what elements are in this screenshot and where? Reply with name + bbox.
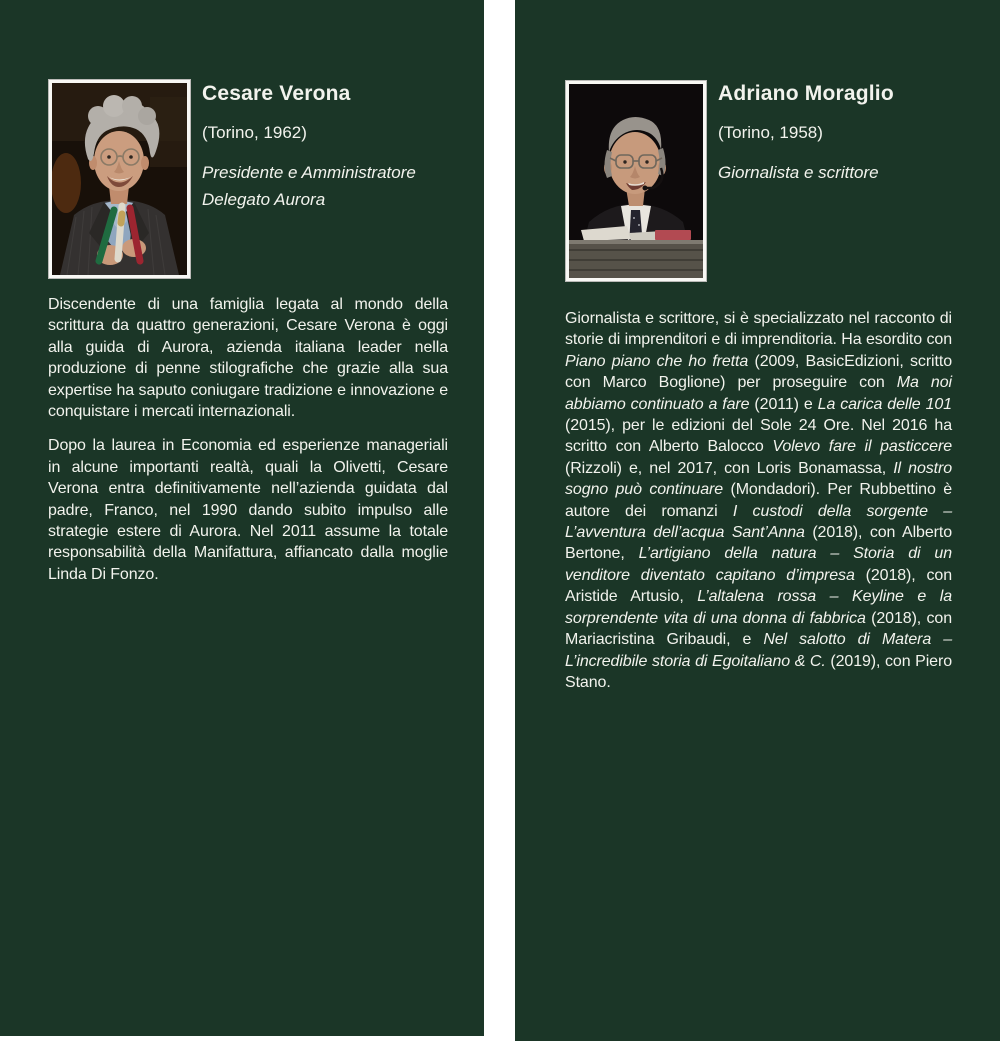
- author-header: [718, 83, 894, 186]
- flap-cesare-verona: [0, 0, 484, 1036]
- author-name: Cesare Verona: [202, 82, 351, 105]
- author-birthplace: (Torino, 1958): [718, 123, 823, 142]
- bio-paragraph: Discendente di una famiglia legata al mondo della scrittura da quattro generazioni, Cesare Verona è oggi alla guida di Aurora, azienda italiana leader nella produzione di penne stilografiche che grazie alla sua expertise ha saputo coniugare tradizione e innovazione e conquistare i mercati internazionali.: [48, 296, 448, 421]
- author-role-line: Giornalista e scrittore: [718, 163, 879, 182]
- portrait-illustration: [52, 83, 187, 275]
- author-role: [202, 159, 416, 213]
- author-birthplace: (Torino, 1962): [202, 123, 307, 142]
- cesare-verona-photo: [48, 79, 191, 279]
- author-role-line: Presidente e Amministratore: [202, 163, 416, 182]
- author-role-line: Delegato Aurora: [202, 190, 326, 209]
- author-bio: [565, 308, 952, 706]
- author-name: Adriano Moraglio: [718, 82, 894, 105]
- author-header: [202, 83, 416, 213]
- author-bio: [48, 294, 448, 598]
- bio-paragraph: Giornalista e scrittore, si è specializzato nel racconto di storie di imprenditori e di imprenditoria. Ha esordito con Piano piano che ho fretta (2009, BasicEdizioni, scritto con Marco Boglione) per proseguire con Ma noi abbiamo continuato a fare (2011) e La carica delle 101 (2015), per le edizioni del Sole 24 Ore. Nel 2016 ha scritto con Alberto Balocco Volevo fare il pasticcere (Rizzoli) e, nel 2017, con Loris Bonamassa, Il nostro sogno può continuare (Mondadori). Per Rubbettino è autore dei romanzi I custodi della sorgente – L’avventura dell’acqua Sant’Anna (2018), con Alberto Bertone, L’artigiano della natura – Storia di un venditore diventato capitano d’impresa (2018), con Aristide Artusio, L’altalena rossa – Keyline e la sorprendente vita di una donna di fabbrica (2018), con Mariacristina Gribaudi, e Nel salotto di Matera – L’incredibile storia di Egoitaliano & C. (2019), con Piero Stano.: [565, 310, 953, 691]
- flap-adriano-moraglio: [515, 0, 1000, 1041]
- bio-paragraph: Dopo la laurea in Economia ed esperienze manageriali in alcune importanti realtà, quali la Olivetti, Cesare Verona entra definitivamente nell’azienda guidata dal padre, Franco, nel 1990 dando subito impulso alle strategie estere di Aurora. Nel 2011 assume la totale responsabilità della Manifattura, affiancato dalla moglie Linda Di Fonzo.: [48, 437, 448, 583]
- adriano-moraglio-photo: [565, 80, 707, 282]
- author-role: [718, 159, 894, 186]
- portrait-illustration: [569, 84, 703, 278]
